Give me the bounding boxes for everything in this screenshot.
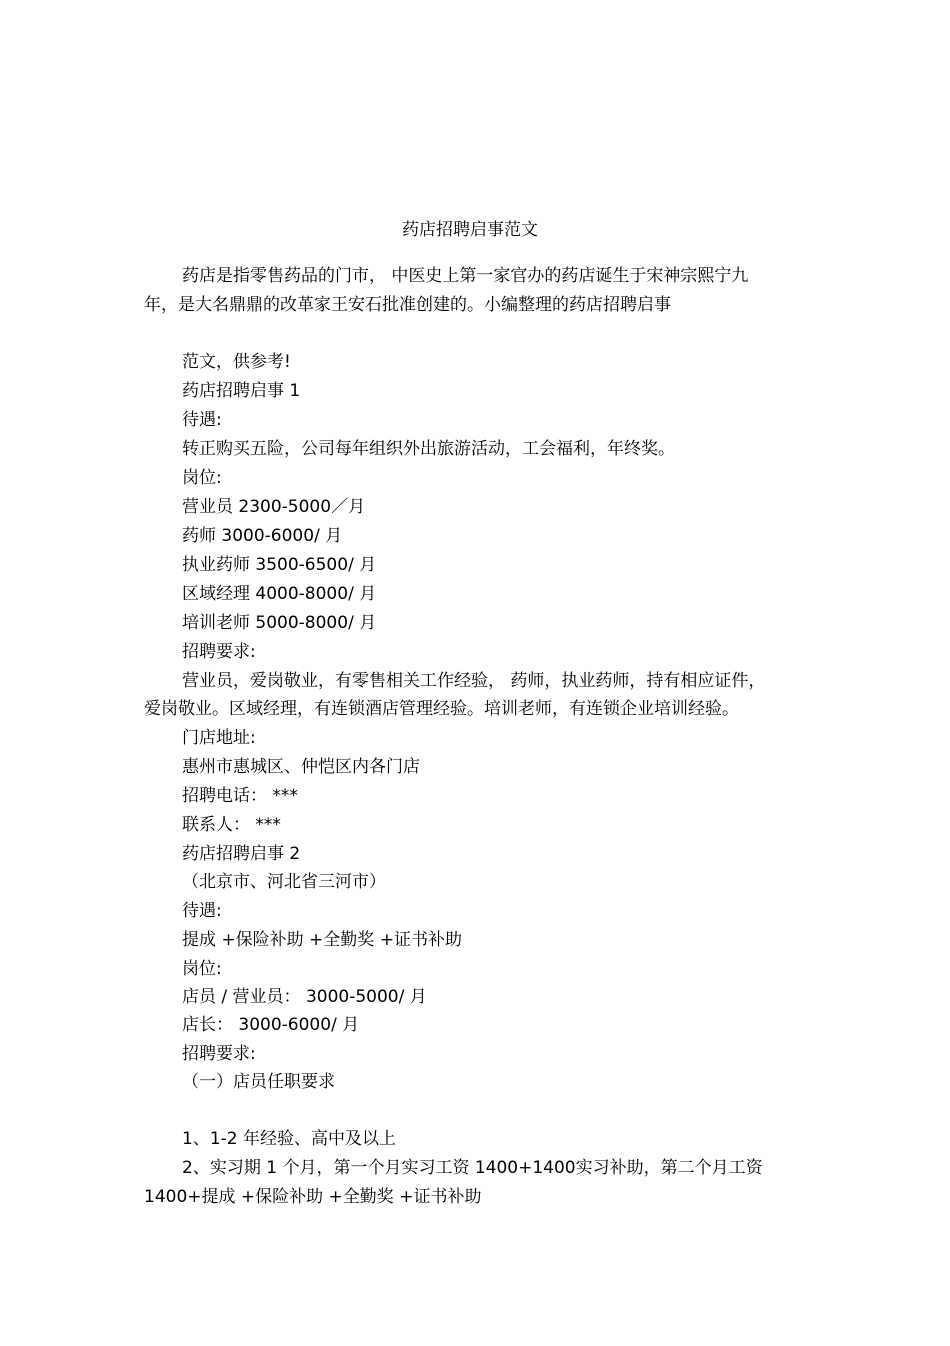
- paragraph-line: 年，是大名鼎鼎的改革家王安石批准创建的。小编整理的药店招聘启事: [144, 295, 671, 315]
- paragraph-line: 范文，供参考!: [182, 352, 291, 372]
- paragraph-line: 转正购买五险，公司每年组织外出旅游活动，工会福利，年终奖。: [182, 439, 675, 459]
- contact-line: 招聘电话： ***: [182, 786, 298, 806]
- position-salary: 店长： 3000-6000/ 月: [182, 1015, 360, 1035]
- position-salary: 营业员 2300-5000／月: [182, 497, 366, 517]
- position-salary: 区域经理 4000-8000/ 月: [182, 584, 377, 604]
- field-label: 待遇:: [182, 410, 222, 430]
- position-salary: 培训老师 5000-8000/ 月: [182, 613, 377, 633]
- field-label: 待遇:: [182, 901, 222, 921]
- field-label: 岗位:: [182, 468, 222, 488]
- position-salary: 店员 / 营业员： 3000-5000/ 月: [182, 987, 427, 1007]
- document-title: 药店招聘启事范文: [402, 220, 538, 240]
- list-item: 1400+提成 +保险补助 +全勤奖 +证书补助: [144, 1187, 482, 1207]
- section-heading: 药店招聘启事 1: [182, 381, 301, 401]
- section-heading: 药店招聘启事 2: [182, 844, 301, 864]
- field-label: 门店地址:: [182, 728, 256, 748]
- position-salary: 药师 3000-6000/ 月: [182, 526, 343, 546]
- field-label: 岗位:: [182, 959, 222, 979]
- paragraph-line: 药店是指零售药品的门市， 中医史上第一家官办的药店诞生于宋神宗熙宁九: [182, 266, 749, 286]
- paragraph-line: （北京市、河北省三河市）: [182, 872, 386, 892]
- paragraph-line: 营业员，爱岗敬业，有零售相关工作经验， 药师，执业药师，持有相应证件，: [182, 671, 766, 691]
- paragraph-line: （一）店员任职要求: [182, 1072, 335, 1092]
- paragraph-line: 惠州市惠城区、仲恺区内各门店: [182, 757, 420, 777]
- list-item: 2、实习期 1 个月，第一个月实习工资 1400+1400实习补助，第二个月工资: [182, 1158, 763, 1178]
- field-label: 招聘要求:: [182, 1044, 256, 1064]
- paragraph-line: 爱岗敬业。区域经理，有连锁酒店管理经验。培训老师，有连锁企业培训经验。: [144, 699, 739, 719]
- position-salary: 执业药师 3500-6500/ 月: [182, 555, 377, 575]
- list-item: 1、1-2 年经验、高中及以上: [182, 1129, 396, 1149]
- field-label: 招聘要求:: [182, 642, 256, 662]
- contact-line: 联系人： ***: [182, 815, 281, 835]
- paragraph-line: 提成 +保险补助 +全勤奖 +证书补助: [182, 930, 462, 950]
